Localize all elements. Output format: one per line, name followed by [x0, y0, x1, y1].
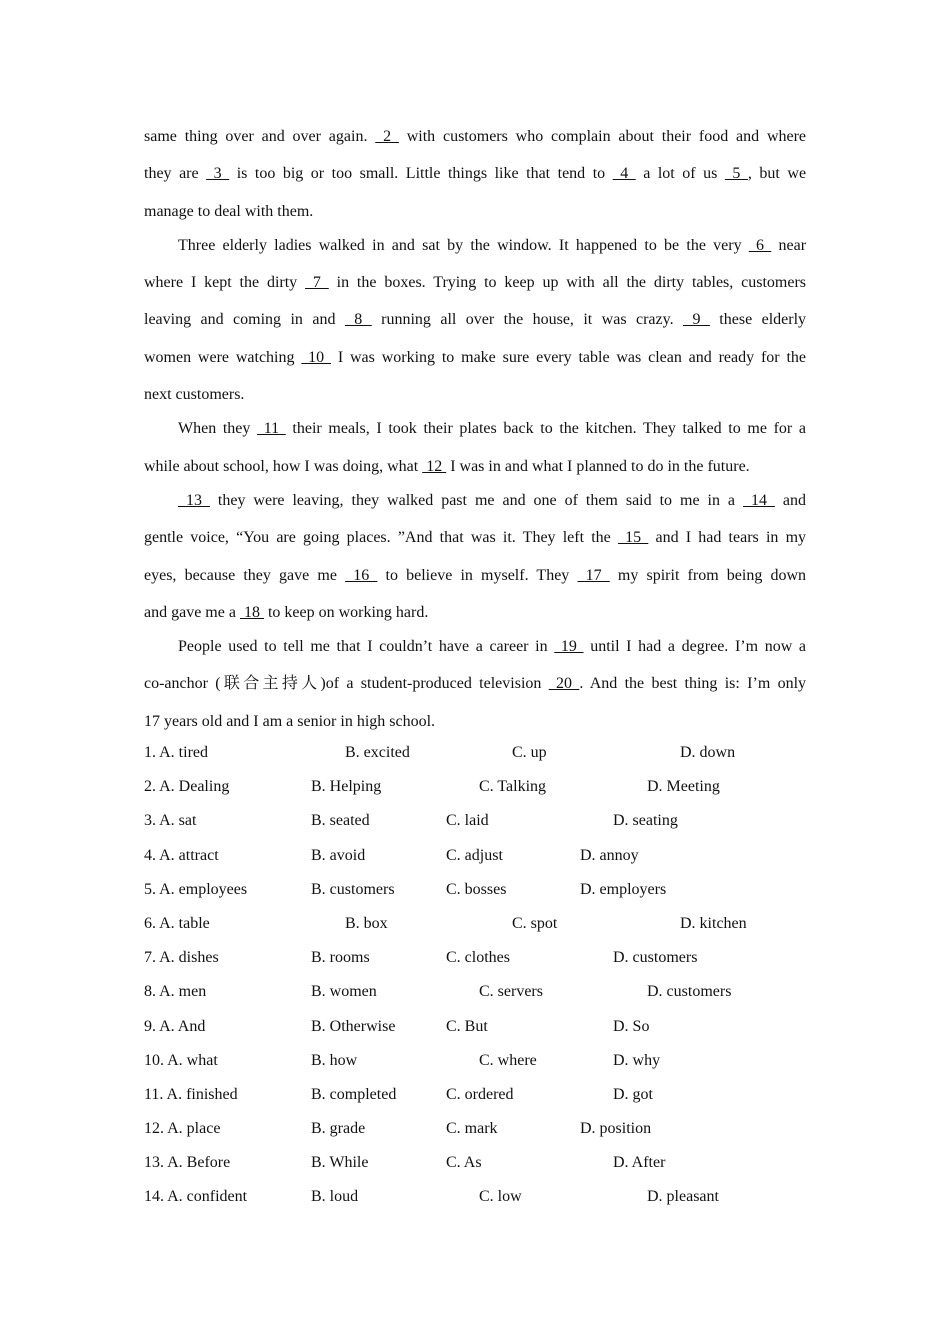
blank-9: 9: [683, 311, 710, 329]
text-line: leaving and coming in and 8 running all over the house, it was crazy. 9 these elderly: [144, 311, 807, 329]
option-a: 5. A. employees: [144, 880, 248, 898]
option-d: D. seating: [613, 812, 678, 830]
option-a: 11. A. finished: [144, 1085, 238, 1103]
option-c: C. As: [446, 1154, 482, 1172]
option-b: B. how: [311, 1051, 358, 1069]
option-b: B. grade: [311, 1120, 366, 1138]
option-c: C. spot: [512, 914, 558, 932]
text-line: women were watching 10 I was working to make sure every table was clean and ready for the: [144, 348, 806, 366]
text-line: People used to tell me that I couldn’t have a career in 19 until I had a degree. I’m now a: [178, 638, 806, 656]
option-c: C. clothes: [446, 949, 510, 967]
option-c: C. adjust: [446, 846, 503, 864]
option-a: 3. A. sat: [144, 812, 197, 830]
blank-3: 3: [206, 165, 230, 183]
option-c: C. ordered: [446, 1085, 514, 1103]
option-row: [144, 1078, 806, 1112]
option-c: C. But: [446, 1017, 488, 1035]
option-row: [144, 736, 806, 770]
option-c: C. laid: [446, 812, 489, 830]
option-b: B. rooms: [311, 949, 370, 967]
blank-18: 18: [239, 603, 264, 621]
option-row: [144, 1010, 806, 1044]
text-line: 13 they were leaving, they walked past me and one of them said to me in a 14 and: [178, 491, 807, 509]
option-b: B. box: [345, 914, 388, 932]
blank-5: 5: [724, 165, 748, 183]
option-row: [144, 839, 806, 873]
option-a: 4. A. attract: [144, 846, 219, 864]
option-b: B. customers: [311, 880, 395, 898]
text-line: same thing over and over again. 2 with customers who complain about their food and where: [144, 128, 807, 145]
option-a: 8. A. men: [144, 983, 207, 1001]
paragraph-4: [144, 482, 806, 631]
blank-12: 12: [422, 457, 447, 475]
option-b: B. seated: [311, 812, 370, 830]
blank-17: 17: [577, 566, 610, 584]
option-d: D. customers: [613, 949, 698, 967]
option-row: [144, 975, 806, 1009]
text-line: and gave me a 18 to keep on working hard.: [144, 603, 429, 621]
option-a: 2. A. Dealing: [144, 778, 230, 796]
option-row: [144, 770, 806, 804]
blank-10: 10: [301, 348, 331, 366]
option-a: 12. A. place: [144, 1120, 221, 1138]
text-line: manage to deal with them.: [144, 202, 314, 220]
blank-11: 11: [257, 420, 286, 438]
option-d: D. position: [580, 1120, 652, 1138]
text-line: they are 3 is too big or too small. Little things like that tend to 4 a lot of us 5 , but we: [144, 165, 807, 183]
option-b: B. Helping: [311, 778, 382, 796]
option-d: D. down: [680, 744, 736, 762]
option-c: C. Talking: [479, 778, 547, 796]
option-row: [144, 941, 806, 975]
option-row: [144, 873, 806, 907]
answer-options: [144, 736, 806, 1215]
option-c: C. up: [512, 744, 547, 762]
option-a: 6. A. table: [144, 914, 210, 932]
option-a: 9. A. And: [144, 1017, 206, 1035]
option-b: B. While: [311, 1154, 369, 1172]
option-a: 14. A. confident: [144, 1188, 248, 1206]
text-line: where I kept the dirty 7 in the boxes. Trying to keep up with all the dirty tables, customers: [144, 274, 807, 292]
paragraph-5: [144, 628, 806, 740]
option-d: D. Meeting: [647, 778, 720, 796]
option-d: D. pleasant: [647, 1188, 719, 1206]
option-d: D. kitchen: [680, 914, 747, 932]
option-row: [144, 907, 806, 941]
option-row: [144, 1112, 806, 1146]
text-line: 17 years old and I am a senior in high school.: [144, 712, 436, 730]
option-d: D. why: [613, 1051, 661, 1069]
option-b: B. completed: [311, 1085, 397, 1103]
text-line: co-anchor (联合主持人)of a student-produced television 20 . And the best thing is: I’m only: [144, 675, 807, 693]
option-d: D. employers: [580, 880, 667, 898]
option-c: C. low: [479, 1188, 522, 1206]
option-row: [144, 1146, 806, 1180]
blank-19: 19: [554, 638, 584, 656]
paragraph-3: [144, 410, 806, 485]
blank-15: 15: [617, 529, 649, 547]
text-line: eyes, because they gave me 16 to believe in myself. They 17 my spirit from being down: [144, 566, 807, 584]
option-d: D. annoy: [580, 846, 639, 864]
paragraph-1: [144, 118, 806, 230]
option-d: D. After: [613, 1154, 666, 1172]
option-row: [144, 1180, 806, 1214]
blank-16: 16: [345, 566, 378, 584]
blank-8: 8: [344, 311, 372, 329]
text-line: next customers.: [144, 386, 245, 404]
blank-14: 14: [743, 491, 775, 509]
option-c: C. where: [479, 1051, 537, 1069]
blank-6: 6: [748, 236, 772, 254]
option-row: [144, 804, 806, 838]
option-b: B. loud: [311, 1188, 359, 1206]
paragraph-2: [144, 227, 806, 413]
blank-2: 2: [375, 128, 399, 145]
text-line: When they 11 their meals, I took their plates back to the kitchen. They talked to me for a: [178, 420, 807, 438]
option-c: C. mark: [446, 1120, 498, 1138]
blank-7: 7: [305, 274, 329, 292]
blank-20: 20: [548, 675, 580, 693]
option-c: C. bosses: [446, 880, 507, 898]
option-d: D. got: [613, 1085, 653, 1103]
option-b: B. excited: [345, 744, 410, 762]
blank-4: 4: [612, 165, 636, 183]
text-line: gentle voice, “You are going places. ”And that was it. They left the 15 and I had tears in my: [144, 529, 807, 547]
option-c: C. servers: [479, 983, 543, 1001]
option-a: 13. A. Before: [144, 1154, 231, 1172]
option-d: D. customers: [647, 983, 732, 1001]
option-b: B. avoid: [311, 846, 366, 864]
worksheet-page: [144, 118, 806, 1215]
option-d: D. So: [613, 1017, 650, 1035]
text-line: while about school, how I was doing, what 12 I was in and what I planned to do in the future.: [144, 457, 750, 475]
option-a: 10. A. what: [144, 1051, 218, 1069]
option-b: B. Otherwise: [311, 1017, 396, 1035]
option-a: 1. A. tired: [144, 744, 208, 762]
option-a: 7. A. dishes: [144, 949, 219, 967]
option-b: B. women: [311, 983, 377, 1001]
blank-13: 13: [178, 491, 210, 509]
text-line: Three elderly ladies walked in and sat by the window. It happened to be the very 6 near: [178, 236, 807, 254]
option-row: [144, 1044, 806, 1078]
